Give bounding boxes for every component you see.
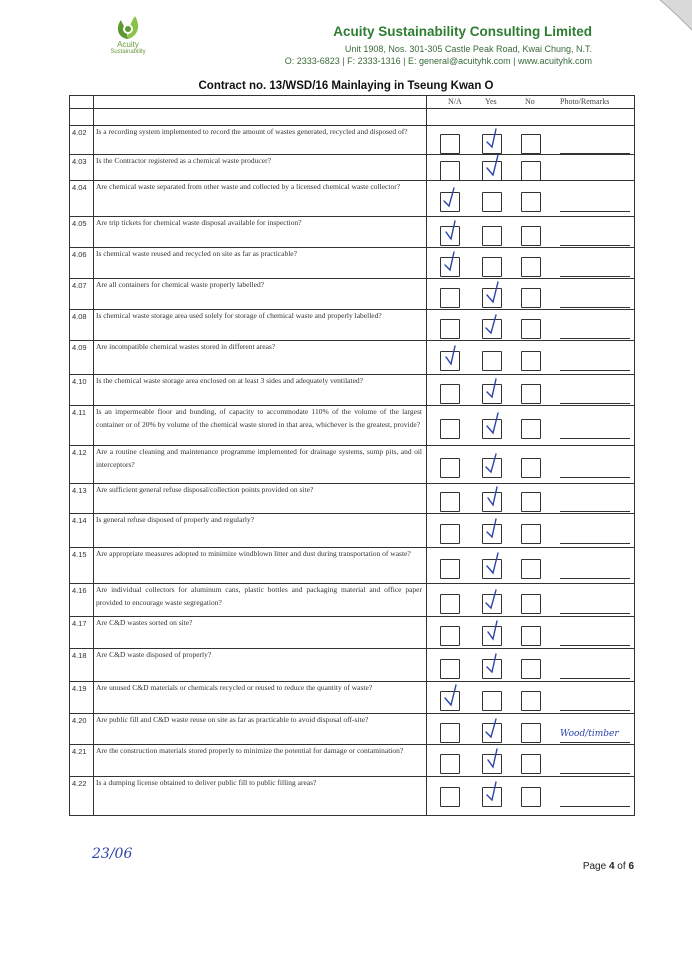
item-question: Are sufficient general refuse disposal/collection points provided on site? — [96, 485, 314, 494]
checkmark-icon — [441, 184, 465, 212]
checkmark-icon — [483, 450, 507, 478]
divider — [70, 108, 634, 109]
checkmark-icon — [483, 746, 507, 774]
checkbox-na[interactable] — [440, 659, 460, 679]
remarks-line — [560, 742, 630, 743]
checkbox-no[interactable] — [521, 226, 541, 246]
company-contact: O: 2333-6823 | F: 2333-1316 | E: general@acuityhk.com | www.acuityhk.com — [284, 56, 592, 66]
item-question: Are C&D waste disposed of properly? — [96, 650, 212, 659]
divider — [93, 96, 94, 815]
checkmark-icon — [483, 516, 507, 544]
checkbox-yes[interactable] — [482, 691, 502, 711]
contract-title: Contract no. 13/WSD/16 Mainlaying in Tseung Kwan O — [198, 80, 494, 92]
item-question: Are trip tickets for chemical waste disposal available for inspection? — [96, 218, 302, 227]
checkmark-icon — [483, 311, 507, 339]
checkmark-icon — [441, 249, 465, 277]
column-header-na: N/A — [448, 97, 462, 106]
item-question: Is a dumping license obtained to deliver public fill to public filling areas? — [96, 778, 317, 787]
item-question: Is the chemical waste storage area enclosed on at least 3 sides and adequately ventilated? — [96, 376, 363, 385]
checkmark-icon — [441, 218, 465, 246]
item-number: 4.08 — [72, 312, 87, 321]
checkbox-yes[interactable] — [482, 351, 502, 371]
item-question: Are the construction materials stored properly to minimize the potential for damage or contamination? — [96, 746, 404, 755]
item-number: 4.12 — [72, 448, 87, 457]
column-header-no: No — [525, 97, 535, 106]
page-prefix: Page — [582, 861, 609, 872]
checkbox-no[interactable] — [521, 192, 541, 212]
remarks-line — [560, 477, 630, 478]
checkbox-no[interactable] — [521, 524, 541, 544]
item-number: 4.04 — [72, 183, 87, 192]
item-question: Are unused C&D materials or chemicals recycled or reused to reduce the quantity of waste? — [96, 683, 373, 692]
logo-name: Acuity — [117, 40, 139, 49]
checkbox-na[interactable] — [440, 384, 460, 404]
item-question: Is the Contractor registered as a chemical waste producer? — [96, 156, 271, 165]
item-number: 4.15 — [72, 550, 87, 559]
item-number: 4.05 — [72, 219, 87, 228]
page-current: 4 — [608, 861, 615, 872]
checkbox-na[interactable] — [440, 754, 460, 774]
remarks-line — [560, 245, 630, 246]
item-number: 4.17 — [72, 619, 87, 628]
item-number: 4.10 — [72, 377, 87, 386]
company-header — [285, 24, 592, 67]
item-number: 4.18 — [72, 651, 87, 660]
checkmark-icon — [483, 376, 507, 404]
company-logo — [98, 14, 158, 56]
remarks-line — [560, 613, 630, 614]
item-question: Are chemical waste separated from other waste and collected by a licensed chemical waste collector? — [96, 182, 401, 191]
item-number: 4.16 — [72, 586, 87, 595]
checkbox-no[interactable] — [521, 626, 541, 646]
checkmark-icon — [441, 343, 465, 371]
remarks-line — [560, 403, 630, 404]
checkbox-no[interactable] — [521, 691, 541, 711]
item-number: 4.02 — [72, 128, 87, 137]
item-number: 4.21 — [72, 747, 87, 756]
item-number: 4.07 — [72, 281, 87, 290]
item-question: Are a routine cleaning and maintenance programme implemented for drainage systems, sump pits, and oil interceptors? — [96, 447, 422, 469]
remarks-line — [560, 678, 630, 679]
checkbox-na[interactable] — [440, 419, 460, 439]
checkbox-no[interactable] — [521, 787, 541, 807]
checkbox-no[interactable] — [521, 458, 541, 478]
checkbox-na[interactable] — [440, 559, 460, 579]
checkmark-icon — [483, 551, 507, 579]
checkmark-icon — [483, 280, 507, 308]
remarks-line — [560, 307, 630, 308]
checkbox-na[interactable] — [440, 594, 460, 614]
checkbox-no[interactable] — [521, 594, 541, 614]
item-question: Is chemical waste reused and recycled on site as far as practicable? — [96, 249, 297, 258]
item-number: 4.03 — [72, 157, 87, 166]
checkbox-na[interactable] — [440, 288, 460, 308]
checkbox-na[interactable] — [440, 161, 460, 181]
divider — [426, 96, 427, 815]
checkbox-na[interactable] — [440, 458, 460, 478]
company-address: Unit 1908, Nos. 301-305 Castle Peak Road, Kwai Chung, N.T. — [344, 44, 592, 54]
checkmark-icon — [441, 683, 465, 711]
checkmark-icon — [483, 651, 507, 679]
checkbox-na[interactable] — [440, 787, 460, 807]
remarks-line — [560, 511, 630, 512]
item-number: 4.19 — [72, 684, 87, 693]
checkmark-icon — [483, 586, 507, 614]
item-number: 4.11 — [72, 408, 87, 417]
remarks-line — [560, 370, 630, 371]
remarks-line — [560, 645, 630, 646]
checkbox-na[interactable] — [440, 626, 460, 646]
checkbox-na[interactable] — [440, 492, 460, 512]
item-number: 4.20 — [72, 716, 87, 725]
checkmark-icon — [483, 153, 507, 181]
item-number: 4.06 — [72, 250, 87, 259]
page-total: 6 — [628, 861, 634, 872]
checkbox-no[interactable] — [521, 134, 541, 154]
item-question: Are individual collectors for aluminum cans, plastic bottles and packaging material and office paper provided to encourage waste segregation? — [96, 585, 422, 607]
item-question: Is chemical waste storage area used solely for storage of chemical waste and properly labelled? — [96, 311, 382, 320]
checkbox-no[interactable] — [521, 257, 541, 277]
column-header-yes: Yes — [485, 97, 497, 106]
handwritten-date: 23/06 — [92, 846, 133, 862]
page-of: of — [614, 861, 629, 872]
remarks-line — [560, 211, 630, 212]
remarks-line — [560, 338, 630, 339]
checkbox-no[interactable] — [521, 754, 541, 774]
column-header-remarks: Photo/Remarks — [560, 97, 610, 106]
item-question: Are public fill and C&D waste reuse on site as far as practicable to avoid disposal off-site? — [96, 715, 369, 724]
checkbox-na[interactable] — [440, 319, 460, 339]
checkbox-na[interactable] — [440, 134, 460, 154]
checkbox-no[interactable] — [521, 659, 541, 679]
remarks-line — [560, 276, 630, 277]
item-number: 4.22 — [72, 779, 87, 788]
page-number — [583, 861, 634, 872]
checkmark-icon — [483, 484, 507, 512]
checkmark-icon — [483, 715, 507, 743]
item-question: Are appropriate measures adopted to minimize windblown litter and dust during transportation of waste? — [96, 549, 411, 558]
checkbox-yes[interactable] — [482, 192, 502, 212]
remarks-line — [560, 438, 630, 439]
company-name: Acuity Sustainability Consulting Limited — [333, 24, 592, 39]
remarks-line — [560, 806, 630, 807]
checkmark-icon — [483, 411, 507, 439]
checkbox-no[interactable] — [521, 319, 541, 339]
item-question: Are C&D wastes sorted on site? — [96, 618, 193, 627]
checklist-table — [69, 95, 635, 816]
leaf-logo-icon — [113, 14, 143, 40]
item-question: Is an impermeable floor and bunding, of capacity to accommodate 110% of the volume of the largest container or of 20% by volume of the chemical waste stored in that area, whichever is the greatest, provide? — [96, 407, 422, 429]
checkbox-yes[interactable] — [482, 226, 502, 246]
checkbox-na[interactable] — [440, 723, 460, 743]
checkmark-icon — [483, 779, 507, 807]
item-question: Is general refuse disposed of properly and regularly? — [96, 515, 255, 524]
checkbox-no[interactable] — [521, 351, 541, 371]
remarks-line — [560, 578, 630, 579]
item-question: Is a recording system implemented to record the amount of wastes generated, recycled and disposed of? — [96, 127, 408, 136]
checkbox-na[interactable] — [440, 524, 460, 544]
checkmark-icon — [483, 126, 507, 154]
remarks-line — [560, 773, 630, 774]
item-remark: Wood/timber — [560, 729, 619, 739]
page-curl-icon — [652, 0, 692, 40]
checkbox-no[interactable] — [521, 723, 541, 743]
item-number: 4.14 — [72, 516, 87, 525]
checkmark-icon — [483, 618, 507, 646]
remarks-line — [560, 543, 630, 544]
checkbox-no[interactable] — [521, 161, 541, 181]
item-question: Are all containers for chemical waste properly labelled? — [96, 280, 265, 289]
remarks-line — [560, 710, 630, 711]
checkbox-no[interactable] — [521, 288, 541, 308]
checkbox-yes[interactable] — [482, 257, 502, 277]
logo-subtitle: Sustainability — [110, 49, 146, 55]
checkbox-no[interactable] — [521, 492, 541, 512]
checkbox-no[interactable] — [521, 559, 541, 579]
checkbox-no[interactable] — [521, 419, 541, 439]
item-question: Are incompatible chemical wastes stored in different areas? — [96, 342, 276, 351]
item-number: 4.09 — [72, 343, 87, 352]
item-number: 4.13 — [72, 486, 87, 495]
checkbox-no[interactable] — [521, 384, 541, 404]
